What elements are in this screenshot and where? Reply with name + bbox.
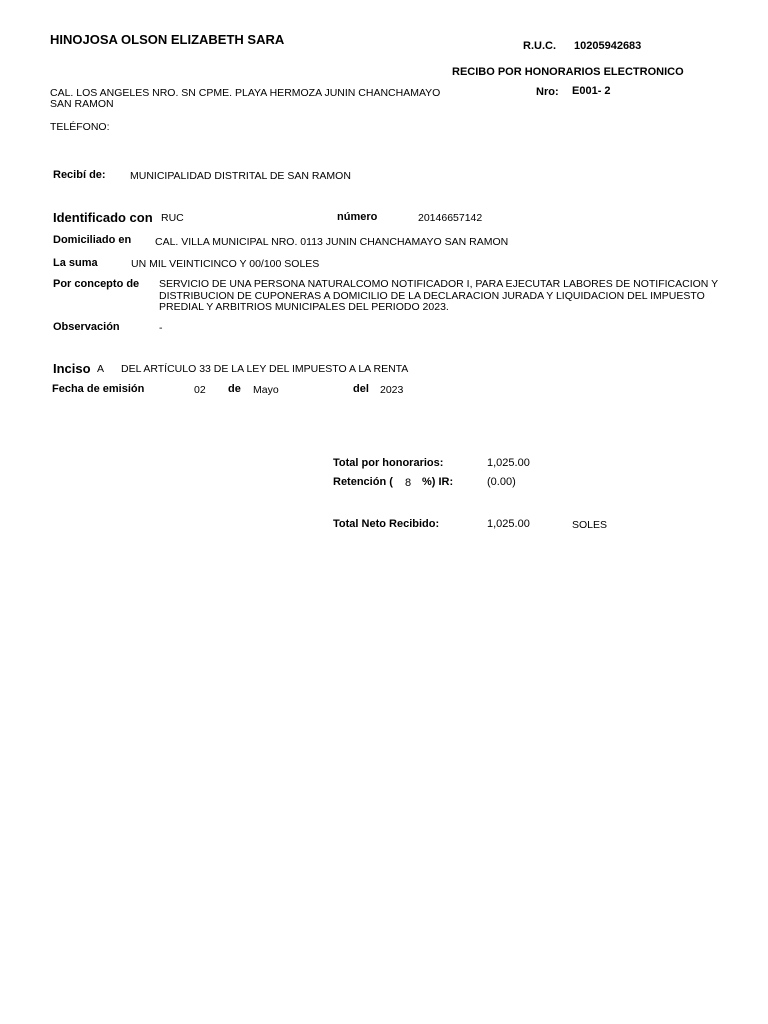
ruc-label: R.U.C. <box>523 40 556 52</box>
numero-label: número <box>337 211 378 223</box>
numero-value: 20146657142 <box>418 212 483 224</box>
concepto-label: Por concepto de <box>53 278 140 290</box>
suma-label: La suma <box>53 257 98 269</box>
issuer-name: HINOJOSA OLSON ELIZABETH SARA <box>50 32 285 47</box>
suma-value: UN MIL VEINTICINCO Y 00/100 SOLES <box>131 258 320 270</box>
issuer-address-line1: CAL. LOS ANGELES NRO. SN CPME. PLAYA HERMOZA JUNIN CHANCHAMAYO <box>50 87 441 99</box>
issuer-address-line2: SAN RAMON <box>50 98 114 110</box>
issuer-phone-label: TELÉFONO: <box>50 121 110 133</box>
observacion-label: Observación <box>53 321 120 333</box>
observacion-value: - <box>159 322 163 334</box>
total-neto-label: Total Neto Recibido: <box>333 518 440 530</box>
fecha-day: 02 <box>194 384 206 396</box>
retencion-value: (0.00) <box>487 476 516 488</box>
recibi-value: MUNICIPALIDAD DISTRITAL DE SAN RAMON <box>130 170 351 182</box>
fecha-label: Fecha de emisión <box>52 383 145 395</box>
concepto-value: SERVICIO DE UNA PERSONA NATURALCOMO NOTIFICADOR I, PARA EJECUTAR LABORES DE NOTIFICACION Y DISTRIBUCION DE CUPONERAS A DOMICILIO DE LA DECLARACION JURADA Y LIQUIDACION DEL IMPUESTO PREDIAL Y ARBITRIOS MUNICIPALES DEL PERIODO 2023. <box>159 278 718 313</box>
document-title: RECIBO POR HONORARIOS ELECTRONICO <box>452 66 684 78</box>
inciso-label: Inciso <box>53 361 91 376</box>
fecha-month: Mayo <box>253 384 279 396</box>
retencion-label-post: %) IR: <box>422 476 454 488</box>
ruc-value: 10205942683 <box>574 40 642 52</box>
inciso-text: DEL ARTÍCULO 33 DE LA LEY DEL IMPUESTO A LA RENTA <box>121 363 409 375</box>
total-honorarios-value: 1,025.00 <box>487 457 530 469</box>
currency-label: SOLES <box>572 519 608 531</box>
identificado-label: Identificado con <box>53 210 153 225</box>
fecha-del-label: del <box>353 383 369 395</box>
fecha-de-label: de <box>228 383 241 395</box>
retencion-label-pre: Retención ( <box>333 476 393 488</box>
retencion-percent: 8 <box>405 477 412 489</box>
inciso-value: A <box>97 363 105 375</box>
domiciliado-label: Domiciliado en <box>53 234 132 246</box>
recibi-label: Recibí de: <box>53 169 106 181</box>
nro-label: Nro: <box>536 86 559 98</box>
fecha-year: 2023 <box>380 384 404 396</box>
nro-value: E001- 2 <box>572 85 611 97</box>
domiciliado-value: CAL. VILLA MUNICIPAL NRO. 0113 JUNIN CHANCHAMAYO SAN RAMON <box>155 236 509 248</box>
total-honorarios-label: Total por honorarios: <box>333 457 444 469</box>
total-neto-value: 1,025.00 <box>487 518 530 530</box>
identificado-value: RUC <box>161 212 184 224</box>
